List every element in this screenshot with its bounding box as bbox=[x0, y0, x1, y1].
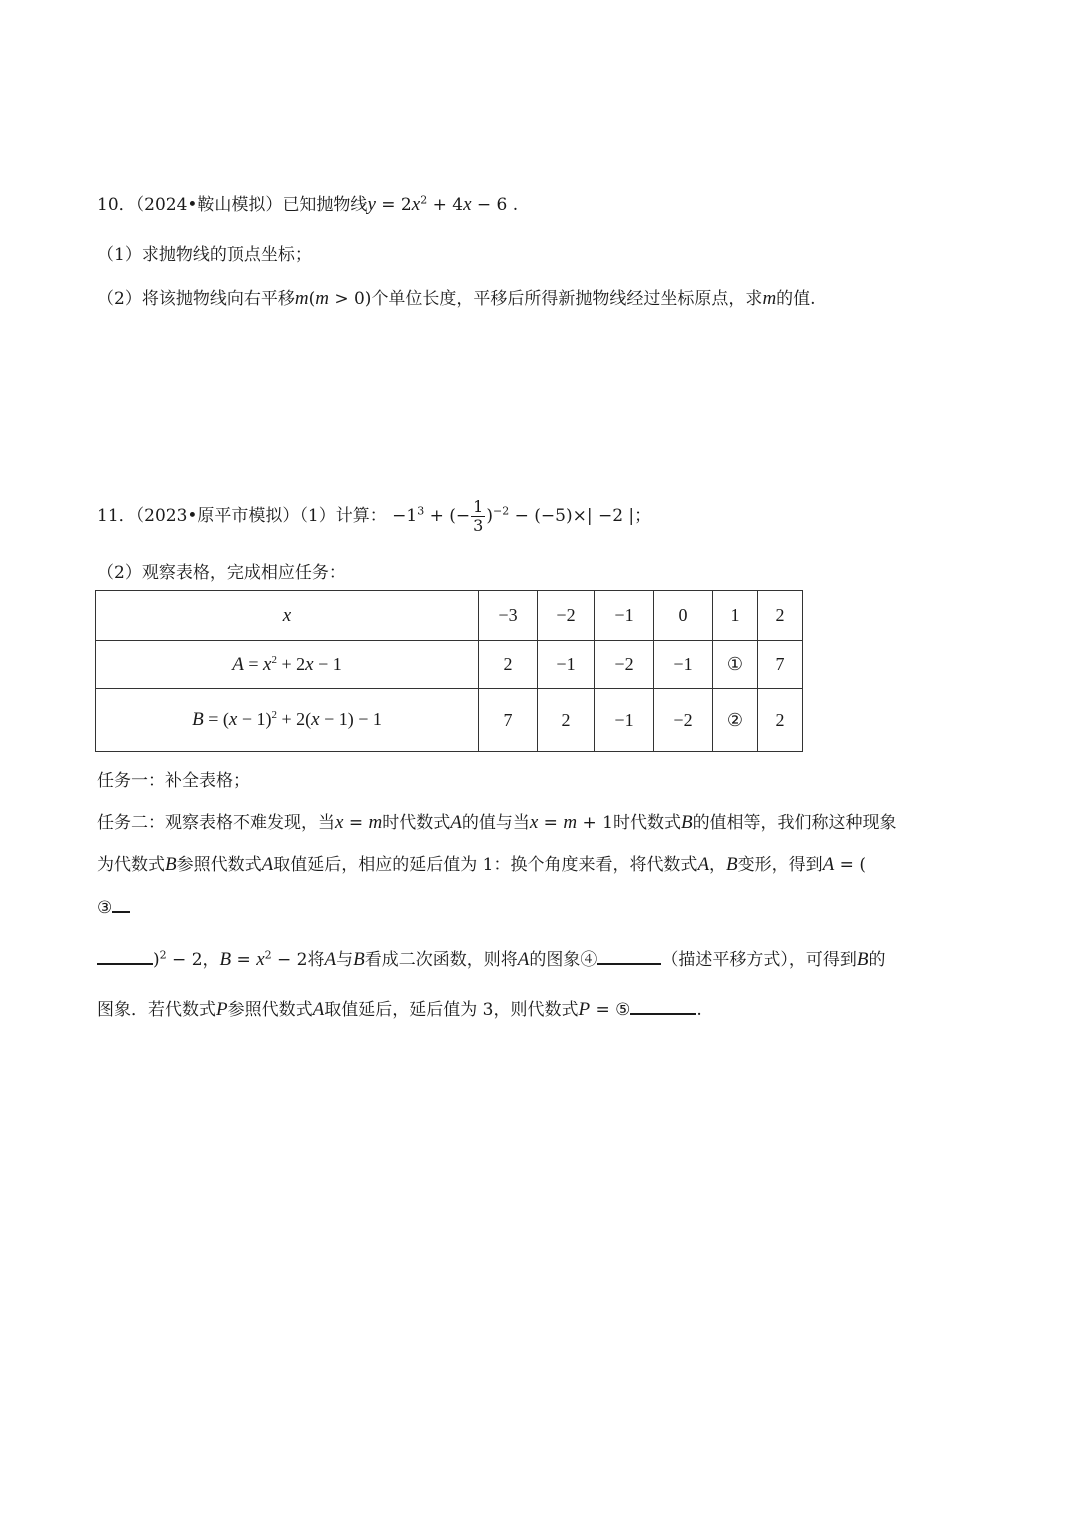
table-row bbox=[96, 641, 803, 689]
task2-line1: 任务二：观察表格不难发现，当x = m时代数式A的值与当x = m + 1时代数式B的值相等，我们称这种现象 bbox=[97, 812, 897, 833]
task2-line2: 为代数式B参照代数式A取值延后，相应的延后值为 1：换个角度来看，将代数式A，B变形，得到A = ( bbox=[97, 854, 866, 875]
q10-source: （2024•鞍山模拟） bbox=[135, 195, 283, 215]
q10-part1: （1）求抛物线的顶点坐标； bbox=[97, 245, 312, 265]
table-cell: ② bbox=[713, 689, 758, 752]
table-cell: ① bbox=[713, 641, 758, 689]
table-cell: 7 bbox=[479, 689, 538, 752]
table-cell: −1 bbox=[538, 641, 595, 689]
q11-source: （2023•原平市模拟） bbox=[135, 506, 300, 526]
q11-stem: 11．（2023•原平市模拟）（1）计算： $-1^3$ + (− $\frac{1}{3}$ )$^{-2}$ − (−5)×| −2 |； bbox=[97, 497, 652, 535]
table-cell: −2 bbox=[654, 689, 713, 752]
table-cell: 0 bbox=[654, 591, 713, 641]
q10-stem: 10．（2024•鞍山模拟）已知抛物线$y = 2x^2 + 4x - 6$ . bbox=[97, 193, 519, 215]
table-cell: 1 bbox=[713, 591, 758, 641]
answer-blank-5[interactable] bbox=[630, 997, 696, 1015]
table-cell: 2 bbox=[758, 689, 803, 752]
task2-line5: 图象．若代数式P参照代数式A取值延后，延后值为 3，则代数式P = ⑤ . bbox=[97, 999, 702, 1020]
task2-line3 bbox=[97, 895, 130, 918]
table-cell: −2 bbox=[538, 591, 595, 641]
q10-number: 10． bbox=[97, 195, 136, 215]
table-cell: −3 bbox=[479, 591, 538, 641]
table-cell: 2 bbox=[758, 591, 803, 641]
row-b-label: $B = (x - 1)^2 + 2(x - 1) - 1$ bbox=[96, 689, 479, 752]
fraction: $\frac{1}{3}$ bbox=[473, 497, 484, 535]
task2-line4: )$^2$ − 2，$B = x^2 - 2$将A与B看成二次函数，则将A的图象④ （描述平移方式），可得到B的 bbox=[97, 945, 885, 971]
table-cell: −1 bbox=[595, 689, 654, 752]
q10-part2: （2）将该抛物线向右平移m(m > 0)个单位长度，平移后所得新抛物线经过坐标原点，求m的值. bbox=[97, 288, 816, 309]
table-cell: 2 bbox=[538, 689, 595, 752]
table-cell: −1 bbox=[595, 591, 654, 641]
task1: 任务一：补全表格； bbox=[97, 771, 250, 791]
answer-blank-3b[interactable] bbox=[97, 947, 153, 965]
table-cell: −2 bbox=[595, 641, 654, 689]
table-row bbox=[96, 689, 803, 752]
circle-3: ③ bbox=[97, 898, 113, 918]
q11-part2-label: （2）观察表格，完成相应任务： bbox=[97, 563, 346, 583]
value-table bbox=[95, 590, 803, 752]
answer-blank-4[interactable] bbox=[597, 947, 661, 965]
q11-calc: $-1^3$ + (− $\frac{1}{3}$ )$^{-2}$ − (−5)×| −2 |； bbox=[392, 497, 652, 535]
table-cell: 7 bbox=[758, 641, 803, 689]
q11-number: 11． bbox=[97, 506, 136, 526]
row-a-label: $A = x^2 + 2x - 1$ bbox=[96, 641, 479, 689]
table-row bbox=[96, 591, 803, 641]
header-x-label: x bbox=[96, 591, 479, 641]
table-cell: −1 bbox=[654, 641, 713, 689]
table-cell: 2 bbox=[479, 641, 538, 689]
answer-blank-3a[interactable] bbox=[112, 895, 130, 913]
